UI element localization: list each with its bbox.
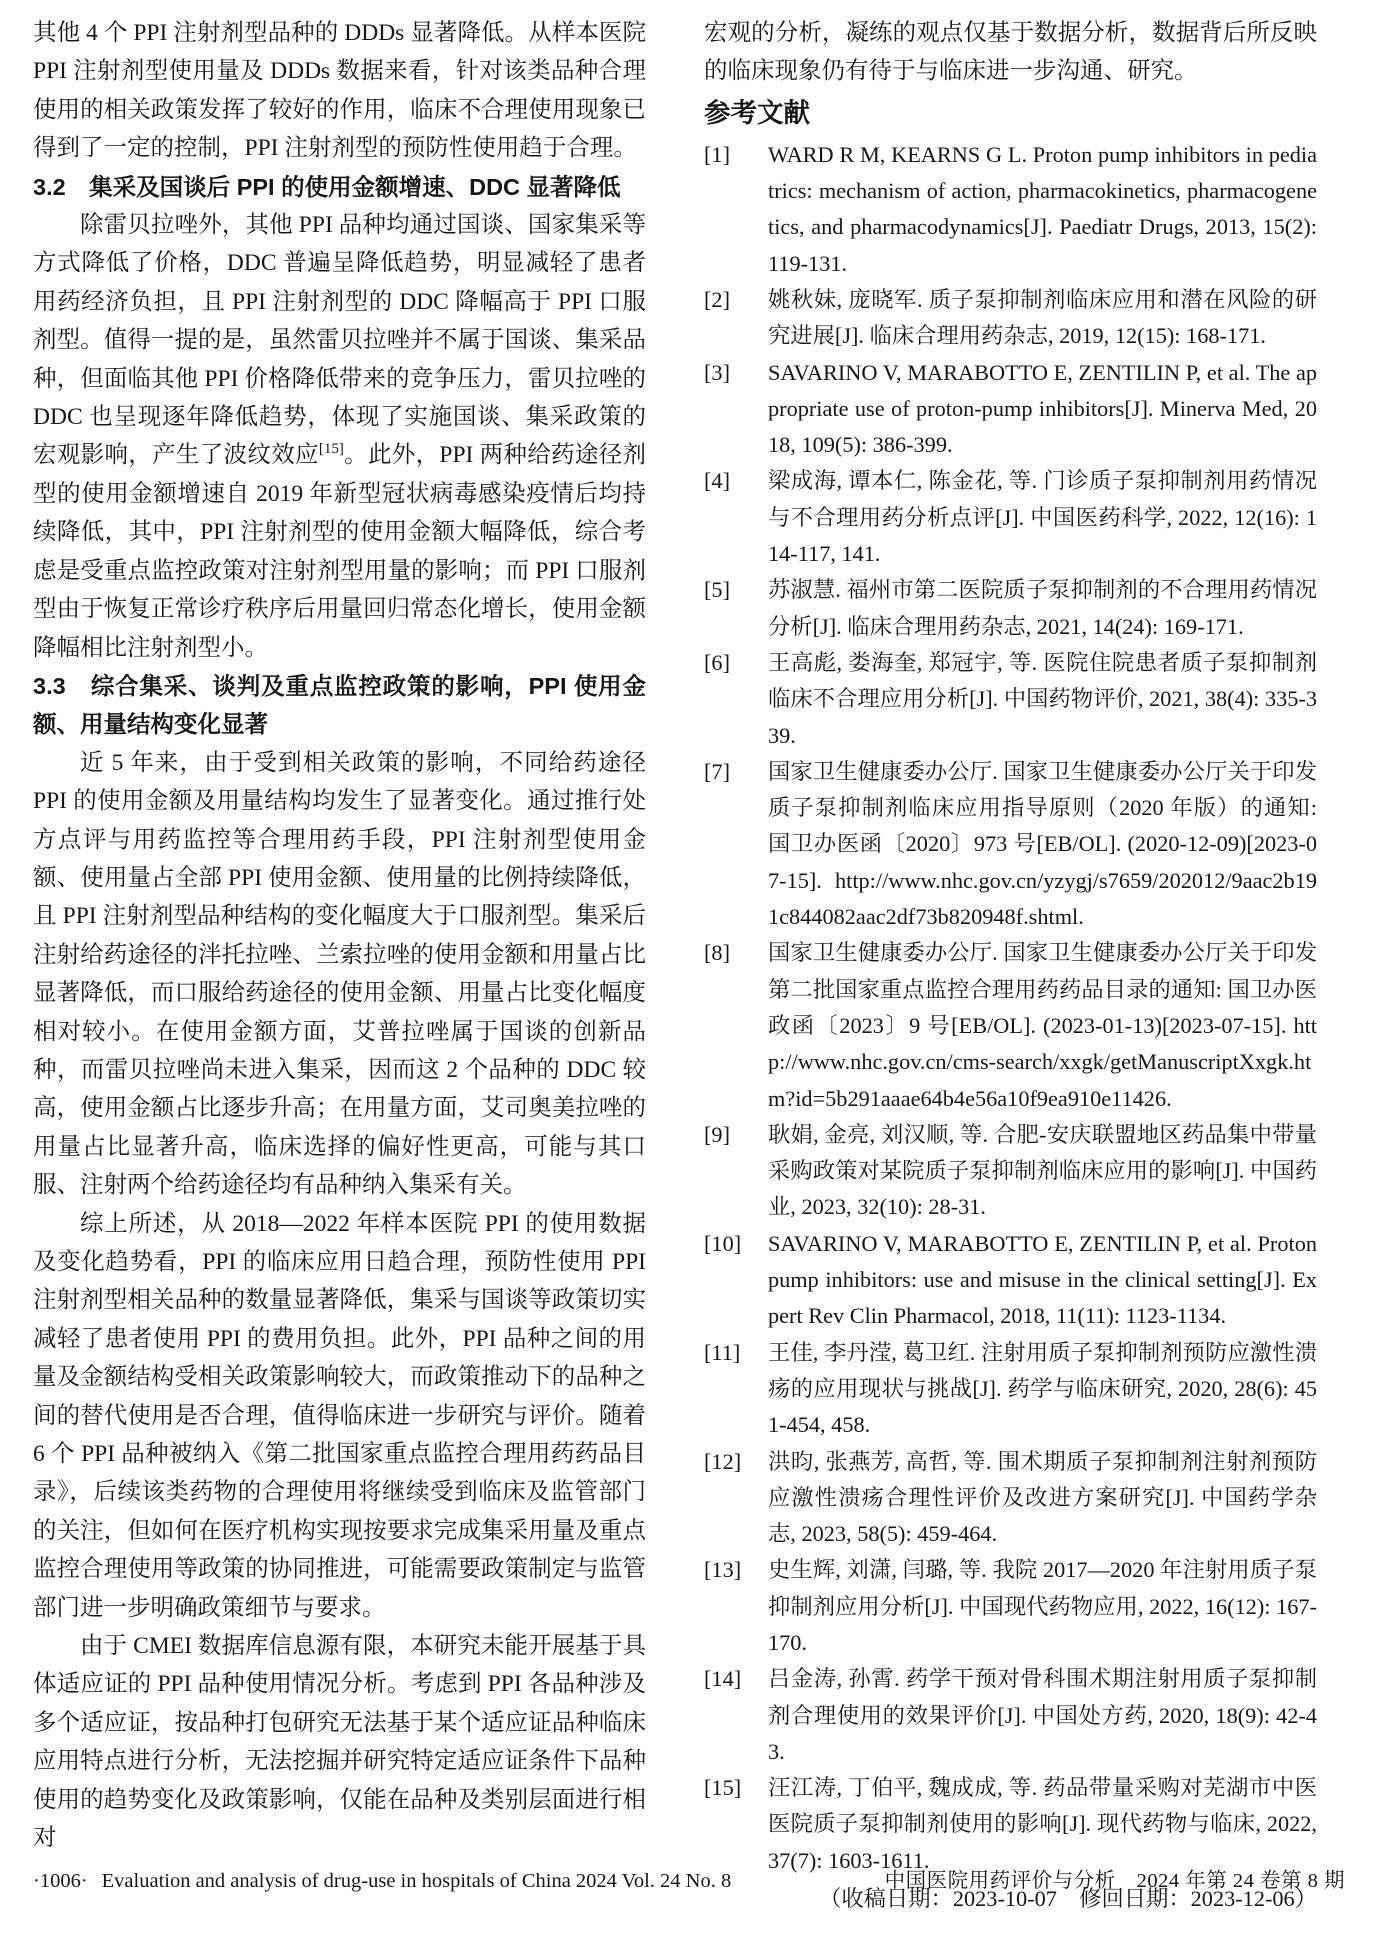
reference-text: 姚秋妹, 庞晓军. 质子泵抑制剂临床应用和潜在风险的研究进展[J]. 临床合理用药杂志, 2019, 12(15): 168-171. (768, 287, 1317, 349)
left-column (33, 14, 646, 1917)
reference-item (704, 355, 1317, 464)
reference-text: SAVARINO V, MARABOTTO E, ZENTILIN P, et al. The appropriate use of proton-pump inhibitors[J]. Minerva Med, 2018, 109(5): 386-399. (768, 359, 1317, 458)
reference-text: WARD R M, KEARNS G L. Proton pump inhibitors in pediatrics: mechanism of action, pharmacokinetics, pharmacogenetics, and pharmacodynamics[J]. Paediatr Drugs, 2013, 15(2): 119-131. (768, 141, 1317, 276)
citation-ref-15: [15] (318, 441, 344, 458)
reference-item (704, 754, 1317, 935)
reference-text: 吕金涛, 孙霄. 药学干预对骨科围术期注射用质子泵抑制剂合理使用的效果评价[J]. 中国处方药, 2020, 18(9): 42-43. (768, 1666, 1317, 1764)
reference-text: 国家卫生健康委办公厅. 国家卫生健康委办公厅关于印发质子泵抑制剂临床应用指导原则（2020 年版）的通知: 国卫办医函〔2020〕973 号[EB/OL]. (2020-12-09)[2023-07-15]. http://www.nhc.gov.cn/yzygj/s7659/202012/9aac2b191c844082aac2df73b820948f.shtml. (768, 758, 1317, 930)
paragraph-3-3: 近 5 年来，由于受到相关政策的影响，不同给药途径 PPI 的使用金额及用量结构均发生了显著变化。通过推行处方点评与用药监控等合理用药手段，PPI 注射剂型使用金额、使用量占全部 PPI 使用金额、使用量的比例持续降低，且 PPI 注射剂型品种结构的变化幅度大于口服剂型。集采后注射给药途径的泮托拉唑、兰索拉唑的使用金额和用量占比显著降低，而口服给药途径的使用金额、用量占比变化幅度相对较小。在使用金额方面，艾普拉唑属于国谈的创新品种，而雷贝拉唑尚未进入集采，因而这 2 个品种的 DDC 较高，使用金额占比逐步升高；在用量方面，艾司奥美拉唑的用量占比显著升高，临床选择的偏好性更高，可能与其口服、注射两个给药途径均有品种纳入集采有关。 (33, 749, 646, 1199)
reference-item (704, 645, 1317, 754)
reference-item (704, 463, 1317, 572)
reference-number: [1] (704, 141, 730, 167)
reference-number: [8] (704, 940, 730, 966)
reference-number: [2] (704, 287, 730, 312)
reference-number: [12] (704, 1448, 742, 1474)
section-heading-3-3: 3.3 综合集采、谈判及重点监控政策的影响，PPI 使用金额、用量结构变化显著 (33, 672, 646, 738)
reference-text: 王佳, 李丹滢, 葛卫红. 注射用质子泵抑制剂预防应激性溃疡的应用现状与挑战[J]. 药学与临床研究, 2020, 28(6): 451-454, 458. (768, 1339, 1317, 1438)
reference-item (704, 137, 1317, 282)
reference-item (704, 1226, 1317, 1335)
reference-text: 梁成海, 谭本仁, 陈金花, 等. 门诊质子泵抑制剂用药情况与不合理用药分析点评[J]. 中国医药科学, 2022, 12(16): 114-117, 141. (768, 468, 1317, 567)
reference-number: [13] (704, 1557, 742, 1583)
reference-number: [4] (704, 468, 730, 494)
page-number: ·1006· (33, 1870, 88, 1892)
reference-item (704, 1444, 1317, 1553)
reference-text: 汪江涛, 丁伯平, 魏成成, 等. 药品带量采购对芜湖市中医医院质子泵抑制剂使用的影响[J]. 现代药物与临床, 2022, 37(7): 1603-1611. (768, 1775, 1317, 1873)
reference-item (704, 935, 1317, 1116)
reference-text: 苏淑慧. 福州市第二医院质子泵抑制剂的不合理用药情况分析[J]. 临床合理用药杂志, 2021, 14(24): 169-171. (768, 577, 1317, 639)
reference-text: 国家卫生健康委办公厅. 国家卫生健康委办公厅关于印发第二批国家重点监控合理用药药品目录的通知: 国卫办医政函〔2023〕9 号[EB/OL]. (2023-01-13)[2023-07-15]. http://www.nhc.gov.cn/cms-search/xxgk/getManuscriptXxgk.htm?id=5b291aaae64b4e56a10f9ea910e11426. (768, 940, 1317, 1111)
paragraph-continuation: 其他 4 个 PPI 注射剂型品种的 DDDs 显著降低。从样本医院 PPI 注射剂型使用量及 DDDs 数据来看，针对该类品种合理使用的相关政策发挥了较好的作用，临床不合理使用现象已得到了一定的控制，PPI 注射剂型的预防性使用趋于合理。 (33, 20, 646, 162)
page-footer (33, 1866, 1345, 1896)
two-column-layout (33, 14, 1317, 1917)
reference-text: 史生辉, 刘潇, 闫璐, 等. 我院 2017—2020 年注射用质子泵抑制剂应用分析[J]. 中国现代药物应用, 2022, 16(12): 167-170. (768, 1557, 1317, 1655)
reference-item (704, 1661, 1317, 1770)
reference-number: [5] (704, 577, 730, 603)
paragraph-limitation: 由于 CMEI 数据库信息源有限，本研究未能开展基于具体适应证的 PPI 品种使用情况分析。考虑到 PPI 各品种涉及多个适应证，按品种打包研究无法基于某个适应证品种临床应用特点进行分析，无法挖掘并研究特定适应证条件下品种使用的趋势变化及政策影响，仅能在品种及类别层面进行相对 (33, 1633, 646, 1852)
paragraph-continuation-right: 宏观的分析，凝练的观点仅基于数据分析，数据背后所反映的临床现象仍有待于与临床进一步沟通、研究。 (704, 20, 1317, 85)
reference-number: [14] (704, 1666, 742, 1692)
reference-text: SAVARINO V, MARABOTTO E, ZENTILIN P, et al. Proton pump inhibitors: use and misuse in the clinical setting[J]. Expert Rev Clin Pharmacol, 2018, 11(11): 1123-1134. (768, 1230, 1317, 1329)
reference-number: [11] (704, 1339, 741, 1365)
reference-text: 洪昀, 张燕芳, 高哲, 等. 围术期质子泵抑制剂注射剂预防应激性溃疡合理性评价及改进方案研究[J]. 中国药学杂志, 2023, 58(5): 459-464. (768, 1448, 1317, 1547)
reference-number: [9] (704, 1121, 730, 1147)
reference-number: [7] (704, 758, 730, 784)
paragraph-summary: 综上所述，从 2018—2022 年样本医院 PPI 的使用数据及变化趋势看，PPI 的临床应用日趋合理，预防性使用 PPI 注射剂型相关品种的数量显著降低，集采与国谈等政策切实减轻了患者使用 PPI 的费用负担。此外，PPI 品种之间的用量及金额结构受相关政策影响较大，而政策推动下的品种之间的替代使用是否合理，值得临床进一步研究与评价。随着 6 个 PPI 品种被纳入《第二批国家重点监控合理用药药品目录》，后续该类药物的合理使用将继续受到临床及监管部门的关注，但如何在医疗机构实现按要求完成集采用量及重点监控合理使用等政策的协同推进，可能需要政策制定与监管部门进一步明确政策细节与要求。 (33, 1210, 646, 1621)
section-heading-3-2: 3.2 集采及国谈后 PPI 的使用金额增速、DDC 显著降低 (33, 173, 621, 200)
reference-list (704, 137, 1317, 1879)
reference-text: 王高彪, 娄海奎, 郑冠宇, 等. 医院住院患者质子泵抑制剂临床不合理应用分析[J]. 中国药物评价, 2021, 38(4): 335-339. (768, 649, 1317, 748)
reference-item (704, 1770, 1317, 1879)
reference-item (704, 1335, 1317, 1444)
reference-item (704, 1552, 1317, 1661)
reference-text: 耿娟, 金亮, 刘汉顺, 等. 合肥-安庆联盟地区药品集中带量采购政策对某院质子泵抑制剂临床应用的影响[J]. 中国药业, 2023, 32(10): 28-31. (768, 1121, 1317, 1220)
paragraph-3-2-text-b: 。此外，PPI 两种给药途径剂型的使用金额增速自 2019 年新型冠状病毒感染疫情后均持续降低，其中，PPI 注射剂型的使用金额大幅降低，综合考虑是受重点监控政策对注射剂型用量的影响；而 PPI 口服剂型由于恢复正常诊疗秩序后用量回归常态化增长，使用金额降幅相比注射剂型小。 (33, 442, 646, 661)
journal-title-english: Evaluation and analysis of drug-use in hospitals of China 2024 Vol. 24 No. 8 (101, 1870, 732, 1892)
reference-number: [10] (704, 1230, 742, 1256)
references-heading: 参考文献 (704, 97, 810, 128)
right-column (704, 14, 1317, 1917)
reference-item (704, 1117, 1317, 1226)
reference-number: [15] (704, 1775, 742, 1801)
reference-item (704, 572, 1317, 645)
journal-title-chinese: 中国医院用药评价与分析 2024 年第 24 卷第 8 期 (884, 1870, 1345, 1892)
reference-number: [3] (704, 359, 730, 385)
receipt-dates: （收稿日期：2023-10-07 修回日期：2023-12-06） (819, 1886, 1317, 1912)
footer-left (33, 1866, 731, 1896)
reference-number: [6] (704, 649, 730, 675)
paragraph-3-2 (33, 206, 646, 667)
paragraph-3-2-text-a: 除雷贝拉唑外，其他 PPI 品种均通过国谈、国家集采等方式降低了价格，DDC 普遍呈降低趋势，明显减轻了患者用药经济负担，且 PPI 注射剂型的 DDC 降幅高于 PPI 口服剂型。值得一提的是，虽然雷贝拉唑并不属于国谈、集采品种，但面临其他 PPI 价格降低带来的竞争压力，雷贝拉唑的 DDC 也呈现逐年降低趋势，体现了实施国谈、集采政策的宏观影响，产生了波纹效应 (33, 212, 646, 469)
reference-item (704, 282, 1317, 355)
